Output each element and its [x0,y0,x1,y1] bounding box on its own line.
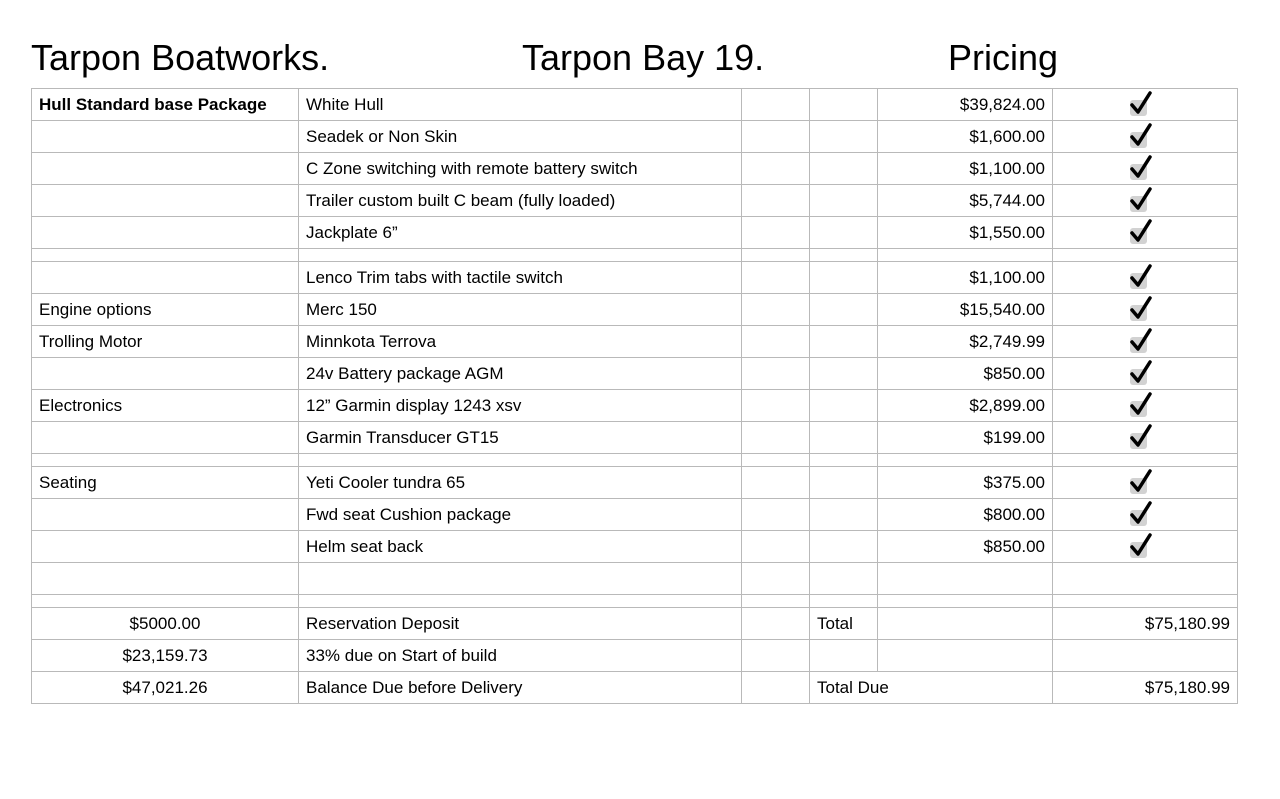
category-cell [32,531,299,563]
check-cell [1053,217,1238,249]
payment-amount: $5000.00 [32,608,299,640]
payment-amount: $23,159.73 [32,640,299,672]
checkmark-icon [1129,222,1151,244]
price-cell: $1,100.00 [878,153,1053,185]
table-row [32,422,1238,454]
check-cell [1053,326,1238,358]
category-cell: Trolling Motor [32,326,299,358]
price-cell: $5,744.00 [878,185,1053,217]
spacer-row [32,249,1238,262]
company-title: Tarpon Boatworks. [31,37,330,78]
item-cell: Yeti Cooler tundra 65 [299,467,742,499]
checkmark-icon [1129,363,1151,385]
check-cell [1053,262,1238,294]
payment-label: Reservation Deposit [299,608,742,640]
checkmark-icon [1129,267,1151,289]
payment-row [32,608,1238,640]
total-due-value: $75,180.99 [1053,672,1238,704]
category-cell: Hull Standard base Package [32,89,299,121]
item-cell: Lenco Trim tabs with tactile switch [299,262,742,294]
section-title: Pricing [948,37,1059,78]
empty-row [32,563,1238,595]
price-cell: $800.00 [878,499,1053,531]
price-cell: $1,600.00 [878,121,1053,153]
item-cell: Helm seat back [299,531,742,563]
table-row [32,390,1238,422]
checkmark-icon [1129,299,1151,321]
checkmark-icon [1129,504,1151,526]
check-cell [1053,422,1238,454]
item-cell: Merc 150 [299,294,742,326]
item-cell: White Hull [299,89,742,121]
check-cell [1053,89,1238,121]
category-cell: Seating [32,467,299,499]
checkmark-icon [1129,427,1151,449]
total-label: Total [810,608,878,640]
payment-amount: $47,021.26 [32,672,299,704]
check-cell [1053,358,1238,390]
check-cell [1053,467,1238,499]
item-cell: C Zone switching with remote battery switch [299,153,742,185]
item-cell: Seadek or Non Skin [299,121,742,153]
price-cell: $850.00 [878,358,1053,390]
category-cell [32,499,299,531]
table-row [32,467,1238,499]
category-cell [32,185,299,217]
check-cell [1053,390,1238,422]
table-row [32,262,1238,294]
payment-label: 33% due on Start of build [299,640,742,672]
item-cell: Jackplate 6” [299,217,742,249]
table-row [32,217,1238,249]
checkmark-icon [1129,190,1151,212]
category-cell [32,217,299,249]
check-cell [1053,531,1238,563]
table-row [32,294,1238,326]
item-cell: Trailer custom built C beam (fully loaded) [299,185,742,217]
checkmark-icon [1129,126,1151,148]
category-cell [32,153,299,185]
category-cell: Electronics [32,390,299,422]
item-cell: Fwd seat Cushion package [299,499,742,531]
checkmark-icon [1129,331,1151,353]
category-cell [32,358,299,390]
category-cell: Engine options [32,294,299,326]
total-label [810,640,878,672]
price-cell: $850.00 [878,531,1053,563]
payment-label: Balance Due before Delivery [299,672,742,704]
table-row [32,531,1238,563]
checkmark-icon [1129,395,1151,417]
check-cell [1053,294,1238,326]
price-cell: $199.00 [878,422,1053,454]
table-row [32,499,1238,531]
total-value: $75,180.99 [1053,608,1238,640]
table-row [32,153,1238,185]
table-row [32,89,1238,121]
price-cell: $39,824.00 [878,89,1053,121]
check-cell [1053,185,1238,217]
table-row [32,326,1238,358]
item-cell: Garmin Transducer GT15 [299,422,742,454]
table-row [32,185,1238,217]
payment-row [32,672,1238,704]
table-row [32,121,1238,153]
spacer-row [32,454,1238,467]
price-cell: $2,749.99 [878,326,1053,358]
price-cell: $15,540.00 [878,294,1053,326]
category-cell [32,121,299,153]
item-cell: 24v Battery package AGM [299,358,742,390]
table-row [32,358,1238,390]
price-cell: $1,550.00 [878,217,1053,249]
checkmark-icon [1129,158,1151,180]
payment-row [32,640,1238,672]
category-cell [32,422,299,454]
model-title: Tarpon Bay 19. [522,37,765,78]
pricing-table [31,88,1238,704]
spacer-row [32,595,1238,608]
price-cell: $1,100.00 [878,262,1053,294]
check-cell [1053,121,1238,153]
item-cell: 12” Garmin display 1243 xsv [299,390,742,422]
item-cell: Minnkota Terrova [299,326,742,358]
checkmark-icon [1129,472,1151,494]
total-due-label: Total Due [810,672,1053,704]
checkmark-icon [1129,94,1151,116]
category-cell [32,262,299,294]
checkmark-icon [1129,536,1151,558]
price-cell: $375.00 [878,467,1053,499]
price-cell: $2,899.00 [878,390,1053,422]
check-cell [1053,499,1238,531]
total-value [1053,640,1238,672]
check-cell [1053,153,1238,185]
